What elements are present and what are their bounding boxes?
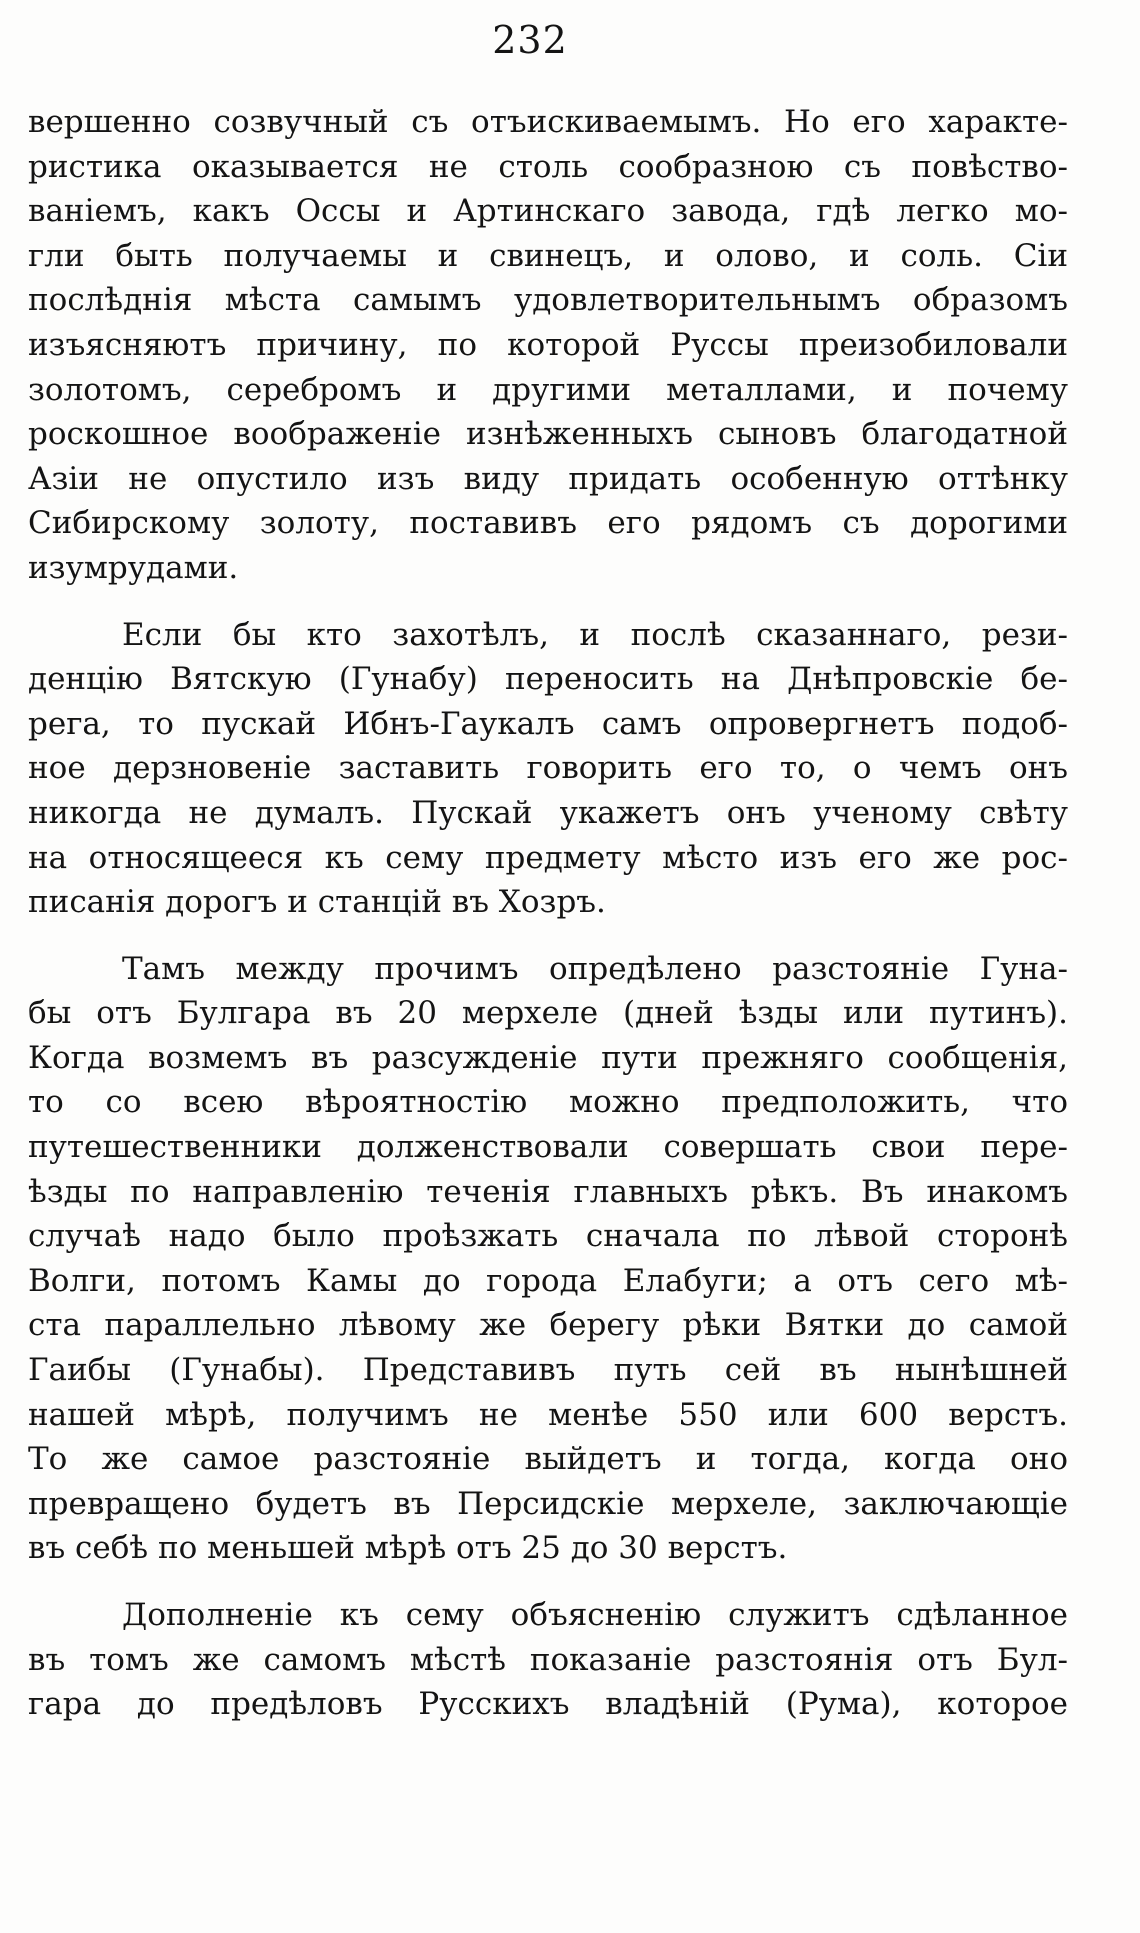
text-line: путешественники долженствовали совершать свои пере- bbox=[28, 1129, 1068, 1166]
text-line: Тамъ между прочимъ опредѣлено разстояніе Гуна- bbox=[122, 950, 1068, 987]
text-line: на относящееся къ сему предмету мѣсто изъ его же рос- bbox=[28, 839, 1068, 876]
text-line: ѣзды по направленію теченія главныхъ рѣкъ. Въ инакомъ bbox=[28, 1173, 1068, 1210]
text-line: рега, то пускай Ибнъ-Гаукалъ самъ опровергнетъ подоб- bbox=[28, 705, 1068, 742]
body-text bbox=[28, 100, 1068, 1749]
text-line: Сибирскому золоту, поставивъ его рядомъ съ дорогими bbox=[28, 505, 1068, 542]
text-line: То же самое разстояніе выйдетъ и тогда, когда оно bbox=[28, 1441, 1068, 1478]
text-line: никогда не думалъ. Пускай укажетъ онъ ученому свѣту bbox=[28, 794, 1068, 831]
text-line: послѣднія мѣста самымъ удовлетворительнымъ образомъ bbox=[28, 282, 1068, 319]
text-line: Азіи не опустило изъ виду придать особенную оттѣнку bbox=[28, 460, 1068, 497]
text-line: изумрудами. bbox=[28, 549, 239, 586]
page-number: 232 bbox=[492, 18, 568, 62]
text-line: въ томъ же самомъ мѣстѣ показаніе разстоянія отъ Бул- bbox=[28, 1641, 1068, 1678]
text-line: Если бы кто захотѣлъ, и послѣ сказаннаго, рези- bbox=[122, 616, 1068, 653]
text-line: золотомъ, серебромъ и другими металлами, и почему bbox=[28, 371, 1068, 408]
text-line: ристика оказывается не столь сообразною съ повѣство- bbox=[28, 148, 1068, 185]
text-line: нашей мѣрѣ, получимъ не менѣе 550 или 600 верстъ. bbox=[28, 1396, 1068, 1433]
text-line: гли быть получаемы и свинецъ, и олово, и соль. Сіи bbox=[28, 237, 1068, 274]
text-line: роскошное воображеніе изнѣженныхъ сыновъ благодатной bbox=[28, 416, 1068, 453]
text-line: въ себѣ по меньшей мѣрѣ отъ 25 до 30 верстъ. bbox=[28, 1530, 788, 1567]
text-line: изъясняютъ причину, по которой Руссы преизобиловали bbox=[28, 326, 1068, 363]
text-line: гара до предѣловъ Русскихъ владѣній (Рума), которое bbox=[28, 1686, 1068, 1723]
text-line: ное дерзновеніе заставить говорить его то, о чемъ онъ bbox=[28, 750, 1068, 787]
text-line: Дополненіе къ сему объясненію служитъ сдѣланное bbox=[122, 1597, 1068, 1633]
text-line: случаѣ надо было проѣзжать сначала по лѣвой сторонѣ bbox=[28, 1218, 1068, 1255]
text-line: Гаибы (Гунабы). Представивъ путь сей въ нынѣшней bbox=[28, 1352, 1068, 1389]
paragraph-1 bbox=[28, 100, 1068, 591]
text-line: писанія дорогъ и станцій въ Хозръ. bbox=[28, 884, 606, 921]
text-line: денцію Вятскую (Гунабу) переносить на Днѣпровскіе бе- bbox=[28, 661, 1068, 698]
text-line: превращено будетъ въ Персидскіе мерхеле, заключающіе bbox=[28, 1485, 1068, 1522]
paragraph-2 bbox=[28, 613, 1068, 925]
text-line: то со всею вѣроятностію можно предположить, что bbox=[28, 1084, 1068, 1121]
text-line: Волги, потомъ Камы до города Елабуги; а отъ сего мѣ- bbox=[28, 1262, 1068, 1299]
text-line: ста параллельно лѣвому же берегу рѣки Вятки до самой bbox=[28, 1307, 1068, 1344]
paragraph-4 bbox=[28, 1593, 1068, 1727]
text-line: Когда возмемъ въ разсужденіе пути прежняго сообщенія, bbox=[28, 1039, 1068, 1076]
text-line: ваніемъ, какъ Оссы и Артинскаго завода, гдѣ легко мо- bbox=[28, 193, 1068, 230]
paragraph-3 bbox=[28, 947, 1068, 1571]
text-line: вершенно созвучный съ отъискиваемымъ. Но его характе- bbox=[28, 104, 1068, 140]
text-line: бы отъ Булгара въ 20 мерхеле (дней ѣзды или путинъ). bbox=[28, 995, 1068, 1032]
